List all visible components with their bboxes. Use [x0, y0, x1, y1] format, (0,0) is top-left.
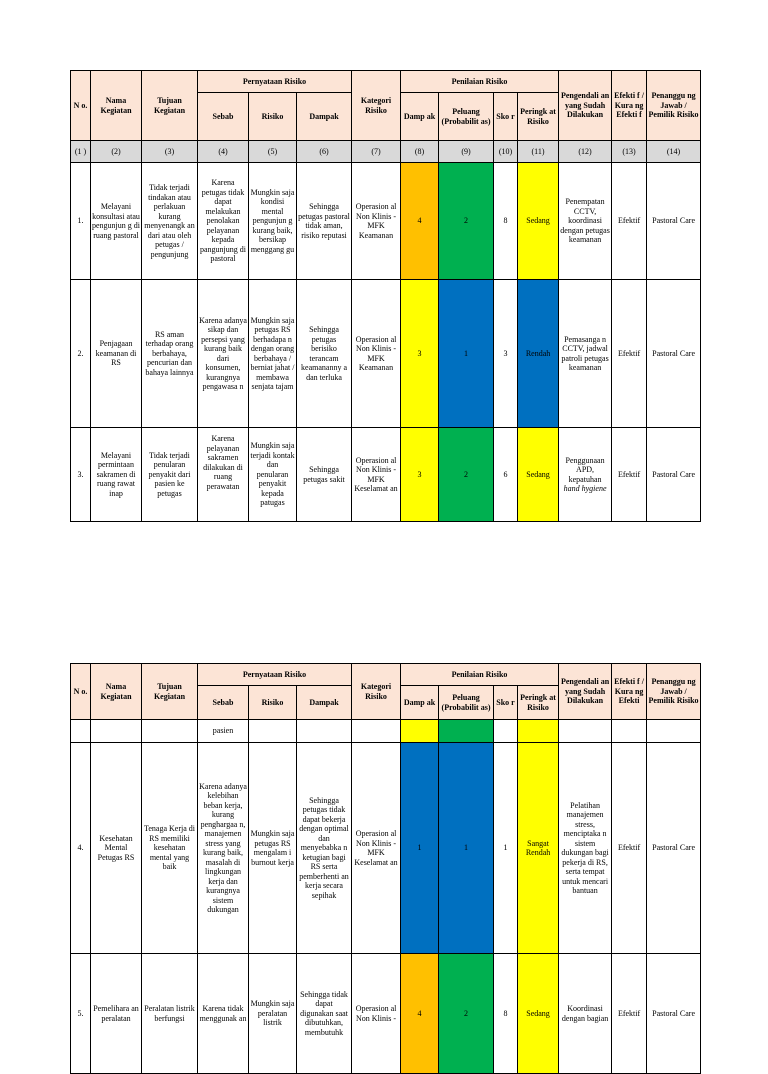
- cell-skor: 3: [494, 280, 518, 428]
- header-peringkat: Peringk at Risiko: [518, 93, 559, 141]
- cell-pengendalian: Koordinasi dengan bagian: [559, 954, 612, 1074]
- column-number: (14): [647, 141, 701, 163]
- header-no: N o.: [71, 71, 91, 141]
- cell-pengendalian: Pelatihan manajemen stress, menciptaka n sistem dukungan bagi pekerja di RS, serta tempat untuk mencari bantuan: [559, 743, 612, 954]
- cell-dampak: Sehingga petugas tidak dapat bekerja dengan optimal dan menyebabka n ketugian bagi RS serta pemberhenti an kerja secara sepihak: [297, 743, 352, 954]
- cell-kategori: Operasion al Non Klinis - MFK Keselamat an: [352, 743, 401, 954]
- header-sebab: Sebab: [198, 686, 249, 720]
- column-number: (13): [612, 141, 647, 163]
- cell-skor: 1: [494, 743, 518, 954]
- cell-dampak-nilai: 3: [401, 428, 439, 522]
- header-dampak: Dampak: [297, 93, 352, 141]
- cell-peringkat: Sedang: [518, 954, 559, 1074]
- cell-penanggung: Pastoral Care: [647, 428, 701, 522]
- cell-penanggung: Pastoral Care: [647, 743, 701, 954]
- header-kategori-risiko: Kategori Risiko: [352, 71, 401, 141]
- cell-peluang-nilai: 1: [439, 743, 494, 954]
- cell-pengendalian: Penempatan CCTV, koordinasi dengan petugas keamanan: [559, 163, 612, 280]
- cell-no: 4.: [71, 743, 91, 954]
- table-row: [71, 428, 701, 522]
- header-skor: Sko r: [494, 93, 518, 141]
- cell-dampak-nilai: 1: [401, 743, 439, 954]
- cell-tujuan: Tidak terjadi tindakan atau perlakuan kurang menyenangk an dari atau oleh petugas / pengunjung: [142, 163, 198, 280]
- cell-efektif: Efektif: [612, 428, 647, 522]
- cell-kategori: Operasion al Non Klinis -: [352, 954, 401, 1074]
- header-tujuan-kegiatan: Tujuan Kegiatan: [142, 71, 198, 141]
- pengendalian-text: Penggunaan APD, kepatuhan: [565, 455, 605, 484]
- cell-peringkat: Sangat Rendah: [518, 743, 559, 954]
- header-sebab: Sebab: [198, 93, 249, 141]
- cell-kategori: Operasion al Non Klinis - MFK Keamanan: [352, 163, 401, 280]
- cell-risiko: Mungkin saja terjadi kontak dan penularan penyakit kepada patugas: [249, 428, 297, 522]
- header-nama-kegiatan: Nama Kegiatan: [91, 664, 142, 720]
- cell-dampak-nilai: [401, 720, 439, 743]
- cell-tujuan: Peralatan listrik berfungsi: [142, 954, 198, 1074]
- header-kategori-risiko: Kategori Risiko: [352, 664, 401, 720]
- cell-tujuan: RS aman terhadap orang berbahaya, pencurian dan bahaya lainnya: [142, 280, 198, 428]
- cell-nama-kegiatan: Melayani permintaan sakramen di ruang rawat inap: [91, 428, 142, 522]
- table-row: [71, 720, 701, 743]
- cell-dampak: Sehingga tidak dapat digunakan saat dibutuhkan, membutuhk: [297, 954, 352, 1074]
- cell-nama-kegiatan: Melayani konsultasi atau pengunjun g di ruang pastoral: [91, 163, 142, 280]
- header-nama-kegiatan: Nama Kegiatan: [91, 71, 142, 141]
- header-dampak-nilai: Damp ak: [401, 93, 439, 141]
- cell-peluang-nilai: 1: [439, 280, 494, 428]
- cell-no: 1.: [71, 163, 91, 280]
- cell-sebab: Karena petugas tidak dapat melakukan penolakan pelayanan kepada pangunjung di pastoral: [198, 163, 249, 280]
- cell-skor: 8: [494, 163, 518, 280]
- header-risiko: Risiko: [249, 93, 297, 141]
- cell-nama-kegiatan: Kesehatan Mental Petugas RS: [91, 743, 142, 954]
- cell-penanggung: Pastoral Care: [647, 163, 701, 280]
- cell-efektif: Efektif: [612, 280, 647, 428]
- cell-peringkat: [518, 720, 559, 743]
- table-row: [71, 954, 701, 1074]
- table-row: [71, 163, 701, 280]
- pengendalian-italic-text: hand hygiene: [563, 484, 607, 493]
- cell-peringkat: Sedang: [518, 428, 559, 522]
- column-number: (7): [352, 141, 401, 163]
- cell-tujuan: Tenaga Kerja di RS memiliki kesehatan mental yang baik: [142, 743, 198, 954]
- cell-pengendalian: [559, 428, 612, 522]
- header-dampak-nilai: Damp ak: [401, 686, 439, 720]
- cell-risiko: Mungkin saja kondisi mental pengunjun g kurang baik, bersikap menggang gu: [249, 163, 297, 280]
- cell-nama-kegiatan: Penjagaan keamanan di RS: [91, 280, 142, 428]
- risk-table-page-2: [70, 663, 701, 1074]
- header-peluang: Peluang (Probabilit as): [439, 93, 494, 141]
- header-penanggung-jawab: Penanggu ng Jawab / Pemilik Risiko: [647, 664, 701, 720]
- column-number: (5): [249, 141, 297, 163]
- cell-dampak: Sehingga petugas sakit: [297, 428, 352, 522]
- table-row: [71, 743, 701, 954]
- header-peluang: Peluang (Probabilit as): [439, 686, 494, 720]
- cell-efektif: Efektif: [612, 163, 647, 280]
- cell-kategori: Operasion al Non Klinis - MFK Keselamat an: [352, 428, 401, 522]
- cell-nama-kegiatan: Pemelihara an peralatan: [91, 954, 142, 1074]
- column-number: (4): [198, 141, 249, 163]
- column-number: (12): [559, 141, 612, 163]
- cell-skor: 6: [494, 428, 518, 522]
- header-pernyataan-risiko: Pernyataan Risiko: [198, 664, 352, 686]
- cell-peluang-nilai: 2: [439, 163, 494, 280]
- cell-kategori: Operasion al Non Klinis - MFK Keamanan: [352, 280, 401, 428]
- cell-tujuan: Tidak terjadi penularan penyakit dari pasien ke petugas: [142, 428, 198, 522]
- header-penanggung-jawab: Penanggu ng Jawab / Pemilik Risiko: [647, 71, 701, 141]
- table-row: [71, 280, 701, 428]
- header-dampak: Dampak: [297, 686, 352, 720]
- cell-efektif: Efektif: [612, 743, 647, 954]
- header-penilaian-risiko: Penilaian Risiko: [401, 71, 559, 93]
- header-peringkat: Peringk at Risiko: [518, 686, 559, 720]
- cell-peluang-nilai: [439, 720, 494, 743]
- cell-sebab: Karena tidak menggunak an: [198, 954, 249, 1074]
- cell-sebab: Karena pelayanan sakramen dilakukan di ruang perawatan: [198, 428, 249, 522]
- cell-peluang-nilai: 2: [439, 428, 494, 522]
- cell-dampak: Sehingga petugas berisiko terancam keamananny a dan terluka: [297, 280, 352, 428]
- column-number: (8): [401, 141, 439, 163]
- cell-dampak-nilai: 4: [401, 954, 439, 1074]
- header-penilaian-risiko: Penilaian Risiko: [401, 664, 559, 686]
- cell-efektif: Efektif: [612, 954, 647, 1074]
- cell-sebab: pasien: [198, 720, 249, 743]
- header-efektif: Efekti f / Kura ng Efekti: [612, 664, 647, 720]
- cell-dampak: Sehingga petugas pastoral tidak aman, risiko reputasi: [297, 163, 352, 280]
- header-pengendalian: Pengendali an yang Sudah Dilakukan: [559, 664, 612, 720]
- cell-no: 3.: [71, 428, 91, 522]
- column-number: (9): [439, 141, 494, 163]
- cell-penanggung: Pastoral Care: [647, 280, 701, 428]
- cell-no: 2.: [71, 280, 91, 428]
- header-risiko: Risiko: [249, 686, 297, 720]
- cell-sebab: Karena adanya kelebihan beban kerja, kurang penghargaa n, manajemen stress yang kurang baik, masalah di lingkungan kerja dan kurangnya sistem dukungan: [198, 743, 249, 954]
- column-number-row: [71, 141, 701, 163]
- cell-peluang-nilai: 2: [439, 954, 494, 1074]
- column-number: (6): [297, 141, 352, 163]
- column-number: (2): [91, 141, 142, 163]
- cell-penanggung: Pastoral Care: [647, 954, 701, 1074]
- header-no: N o.: [71, 664, 91, 720]
- header-skor: Sko r: [494, 686, 518, 720]
- cell-no: 5.: [71, 954, 91, 1074]
- header-tujuan-kegiatan: Tujuan Kegiatan: [142, 664, 198, 720]
- cell-pengendalian: Pemasanga n CCTV, jadwal patroli petugas keamanan: [559, 280, 612, 428]
- header-pengendalian: Pengendali an yang Sudah Dilakukan: [559, 71, 612, 141]
- cell-sebab: Karena adanya sikap dan persepsi yang kurang baik dari konsumen, kurangnya pengawasa n: [198, 280, 249, 428]
- column-number: (10): [494, 141, 518, 163]
- column-number: (11): [518, 141, 559, 163]
- cell-risiko: Mungkin saja petugas RS berhadapa n dengan orang berbahaya / berniat jahat / membawa senjata tajam: [249, 280, 297, 428]
- cell-risiko: Mungkin saja petugas RS mengalam i burnout kerja: [249, 743, 297, 954]
- cell-skor: 8: [494, 954, 518, 1074]
- cell-dampak-nilai: 3: [401, 280, 439, 428]
- cell-peringkat: Sedang: [518, 163, 559, 280]
- column-number: (1 ): [71, 141, 91, 163]
- risk-table-page-1: [70, 70, 701, 522]
- cell-peringkat: Rendah: [518, 280, 559, 428]
- cell-risiko: Mungkin saja peralatan listrik: [249, 954, 297, 1074]
- cell-dampak-nilai: 4: [401, 163, 439, 280]
- header-pernyataan-risiko: Pernyataan Risiko: [198, 71, 352, 93]
- column-number: (3): [142, 141, 198, 163]
- header-efektif: Efekti f / Kura ng Efekti f: [612, 71, 647, 141]
